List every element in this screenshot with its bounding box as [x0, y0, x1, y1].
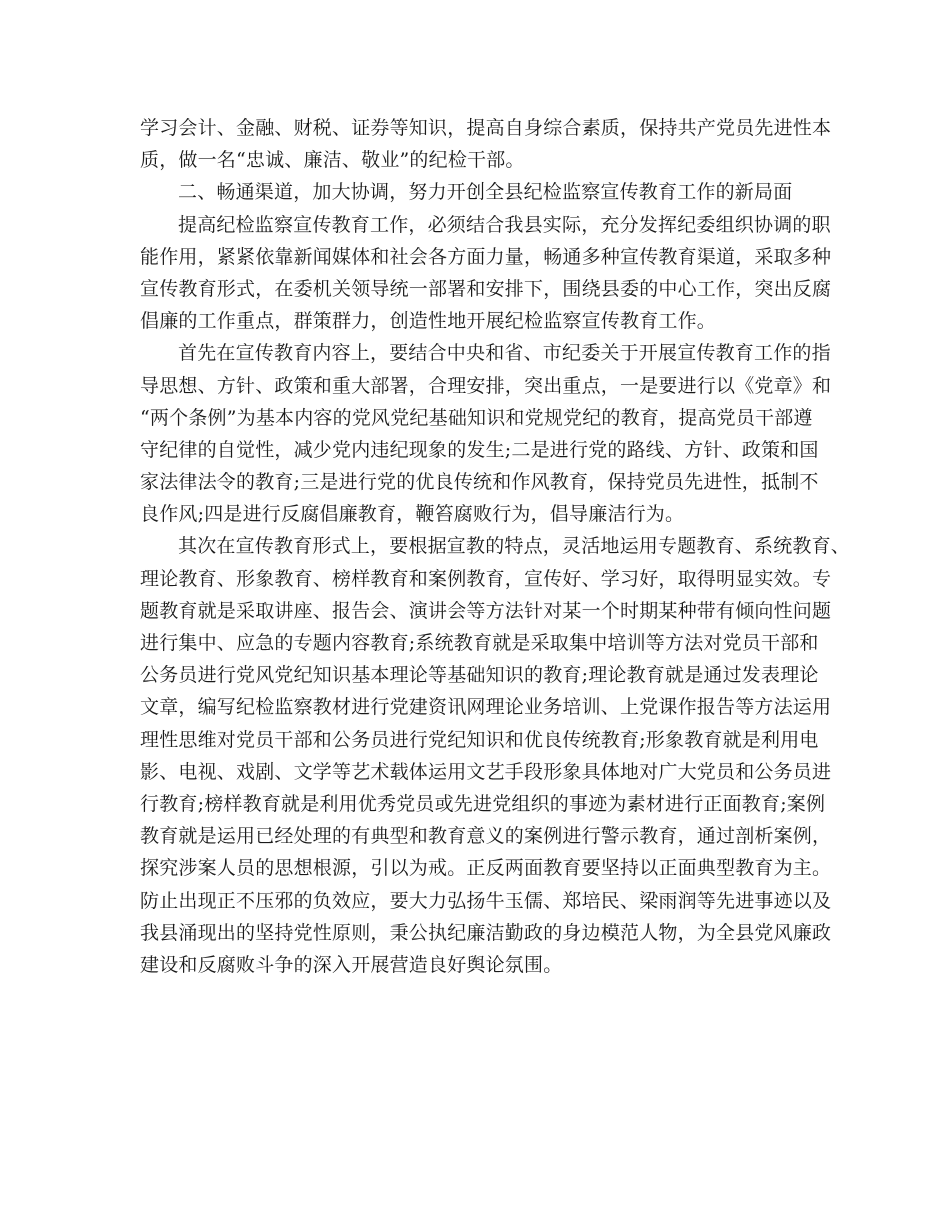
text-line: 文章，编写纪检监察教材进行党建资讯网理论业务培训、上党课作报告等方法运用: [140, 696, 832, 719]
text-line: 导思想、方针、政策和重大部署，合理安排，突出重点，一是要进行以《党章》和: [140, 374, 832, 397]
text-line: 题教育就是采取讲座、报告会、演讲会等方法针对某一个时期某种带有倾向性问题: [140, 599, 832, 622]
text-line: 行教育;榜样教育就是利用优秀党员或先进党组织的事迹为素材进行正面教育;案例: [140, 792, 826, 815]
text-line: 二、畅通渠道，加大协调，努力开创全县纪检监察宣传教育工作的新局面: [178, 181, 793, 204]
text-line: 进行集中、应急的专题内容教育;系统教育就是采取集中培训等方法对党员干部和: [140, 632, 819, 654]
text-line: 质，做一名“忠诚、廉洁、敬业”的纪检干部。: [140, 149, 525, 172]
text-line: “两个条例”为基本内容的党风党纪基础知识和党规党纪的教育，提高党员干部遵: [140, 406, 813, 429]
text-line: 探究涉案人员的思想根源，引以为戒。正反两面教育要坚持以正面典型教育为主。: [140, 857, 832, 880]
text-line: 提高纪检监察宣传教育工作，必须结合我县实际，充分发挥纪委组织协调的职: [178, 213, 831, 236]
text-line: 能作用，紧紧依靠新闻媒体和社会各方面力量，畅通多种宣传教育渠道，采取多种: [140, 245, 832, 268]
text-line: 良作风;四是进行反腐倡廉教育，鞭笞腐败行为，倡导廉洁行为。: [140, 503, 685, 526]
text-line: 其次在宣传教育形式上，要根据宣教的特点，灵活地运用专题教育、系统教育、: [178, 535, 851, 558]
text-line: 教育就是运用已经处理的有典型和教育意义的案例进行警示教育，通过剖析案例，: [140, 825, 832, 848]
text-line: 我县涌现出的坚持党性原则，秉公执纪廉洁勤政的身边模范人物，为全县党风廉政: [140, 921, 832, 944]
text-line: 守纪律的自觉性，减少党内违纪现象的发生;二是进行党的路线、方针、政策和国: [140, 438, 819, 461]
text-line: 理性思维对党员干部和公务员进行党纪知识和优良传统教育;形象教育就是利用电: [140, 728, 819, 751]
text-line: 理论教育、形象教育、榜样教育和案例教育，宣传好、学习好，取得明显实效。专: [140, 567, 832, 590]
text-line: 宣传教育形式，在委机关领导统一部署和安排下，围绕县委的中心工作，突出反腐: [140, 277, 832, 300]
text-line: 倡廉的工作重点，群策群力，创造性地开展纪检监察宣传教育工作。: [140, 310, 717, 333]
text-line: 防止出现正不压邪的负效应，要大力弘扬牛玉儒、郑培民、梁雨润等先进事迹以及: [140, 889, 832, 912]
text-line: 建设和反腐败斗争的深入开展营造良好舆论氛围。: [140, 953, 563, 976]
text-line: 首先在宣传教育内容上，要结合中央和省、市纪委关于开展宣传教育工作的指: [178, 342, 831, 365]
text-line: 学习会计、金融、财税、证券等知识，提高自身综合素质，保持共产党员先进性本: [140, 117, 832, 139]
text-line: 家法律法令的教育;三是进行党的优良传统和作风教育，保持党员先进性，抵制不: [140, 471, 819, 494]
text-line: 影、电视、戏剧、文学等艺术载体运用文艺手段形象具体地对广大党员和公务员进: [140, 760, 832, 783]
document-body: [140, 112, 851, 981]
text-line: 公务员进行党风党纪知识基本理论等基础知识的教育;理论教育就是通过发表理论: [140, 664, 819, 687]
